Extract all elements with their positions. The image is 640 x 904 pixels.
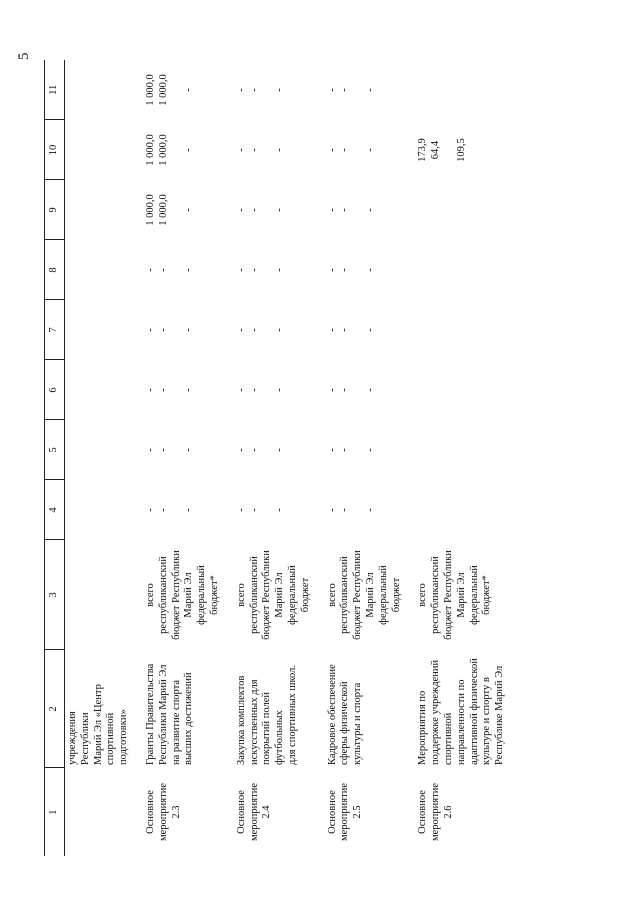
funding-source-cell bbox=[65, 540, 133, 650]
value-line: - bbox=[326, 148, 338, 152]
value-line: - bbox=[235, 448, 247, 452]
value-cell-col-4 bbox=[133, 480, 224, 540]
funding-source-line: бюджет bbox=[299, 577, 311, 613]
page-number: 5 bbox=[16, 52, 32, 60]
funding-source-line: республиканский bbox=[430, 556, 442, 634]
funding-source-line: республиканский bbox=[157, 556, 169, 634]
funding-source-line: республиканский bbox=[248, 556, 260, 634]
activity-label-line: Основное bbox=[417, 790, 429, 834]
value-line: - bbox=[157, 388, 169, 392]
activity-label-line: 2.5 bbox=[352, 805, 364, 819]
value-line: - bbox=[326, 268, 338, 272]
value-line: - bbox=[144, 388, 156, 392]
funding-source-line: Марий Эл bbox=[455, 572, 467, 618]
value-line: - bbox=[235, 388, 247, 392]
value-line: - bbox=[274, 508, 286, 512]
funding-source-cell bbox=[133, 540, 224, 650]
value-line: 1 000,0 bbox=[157, 134, 169, 166]
value-cell-col-4 bbox=[65, 480, 133, 540]
value-line: - bbox=[235, 268, 247, 272]
activity-name-line: на развитие спорта bbox=[170, 679, 182, 765]
value-line: - bbox=[326, 508, 338, 512]
activity-label-cell bbox=[65, 768, 133, 856]
value-line bbox=[417, 423, 430, 477]
value-line bbox=[261, 63, 274, 117]
value-line bbox=[456, 363, 469, 417]
value-line: - bbox=[339, 388, 351, 392]
activity-label-line: мероприятие bbox=[248, 783, 260, 841]
activity-name-line: подготовки» bbox=[118, 709, 130, 765]
activity-label-cell bbox=[224, 768, 315, 856]
activity-name-line: высших достижений bbox=[183, 672, 195, 765]
value-cell-col-6 bbox=[133, 360, 224, 420]
value-line bbox=[171, 423, 184, 477]
activity-name-line: спортивной bbox=[442, 712, 454, 765]
activity-name-line: спортивной bbox=[105, 712, 117, 765]
value-cell-col-5 bbox=[315, 420, 406, 480]
funding-source-line: всего bbox=[417, 583, 429, 607]
funding-source-line: федеральный bbox=[377, 565, 389, 625]
value-line: - bbox=[248, 328, 260, 332]
value-line bbox=[430, 63, 443, 117]
value-line: - bbox=[326, 208, 338, 212]
value-line: - bbox=[274, 208, 286, 212]
value-cell-col-5 bbox=[224, 420, 315, 480]
activity-name-cell bbox=[405, 650, 509, 768]
activity-name-line: покрытий полей bbox=[261, 692, 273, 765]
value-line bbox=[352, 123, 365, 177]
value-line bbox=[417, 483, 430, 537]
table-row bbox=[65, 60, 133, 856]
activity-label-cell bbox=[315, 768, 406, 856]
activity-label-cell bbox=[405, 768, 509, 856]
value-line: - bbox=[235, 208, 247, 212]
value-line: - bbox=[339, 268, 351, 272]
value-line: - bbox=[183, 88, 195, 92]
value-line: - bbox=[339, 508, 351, 512]
activity-label-line: мероприятие bbox=[157, 783, 169, 841]
activity-label-line: 2.3 bbox=[170, 805, 182, 819]
value-line: - bbox=[183, 388, 195, 392]
value-line: - bbox=[274, 328, 286, 332]
value-cell-col-10 bbox=[224, 120, 315, 180]
activity-name-line: культуры и спорта bbox=[352, 682, 364, 765]
funding-source-line: бюджет Республики bbox=[352, 550, 364, 640]
value-line bbox=[443, 63, 456, 117]
value-cell-col-8 bbox=[65, 240, 133, 300]
value-line: - bbox=[364, 268, 376, 272]
column-header-2: 2 bbox=[45, 650, 65, 768]
value-cell-col-6 bbox=[65, 360, 133, 420]
value-line: 1 000,0 bbox=[157, 74, 169, 106]
activity-label-line: 2.6 bbox=[442, 805, 454, 819]
value-line bbox=[261, 123, 274, 177]
column-header-6: 6 bbox=[45, 360, 65, 420]
value-line bbox=[417, 303, 430, 357]
value-line: 1 000,0 bbox=[144, 134, 156, 166]
value-line: 173,9 bbox=[417, 138, 429, 162]
value-line bbox=[443, 183, 456, 237]
activity-name-line: сферы физической bbox=[339, 681, 351, 765]
value-line: - bbox=[274, 388, 286, 392]
value-line bbox=[261, 243, 274, 297]
value-line bbox=[456, 243, 469, 297]
value-line bbox=[456, 303, 469, 357]
funding-source-line: федеральный bbox=[468, 565, 480, 625]
value-cell-col-10 bbox=[405, 120, 509, 180]
activity-label-line: 2.4 bbox=[261, 805, 273, 819]
value-line: - bbox=[235, 148, 247, 152]
value-cell-col-4 bbox=[224, 480, 315, 540]
value-cell-col-6 bbox=[315, 360, 406, 420]
value-line bbox=[417, 63, 430, 117]
value-line bbox=[443, 483, 456, 537]
table-row bbox=[133, 60, 224, 856]
value-line: 1 000,0 bbox=[157, 194, 169, 226]
table-body bbox=[65, 60, 509, 856]
activity-name-line: Республике Марий Эл bbox=[494, 665, 506, 765]
value-line: - bbox=[183, 148, 195, 152]
activity-name-line: Гранты Правительства bbox=[144, 663, 156, 765]
value-line: - bbox=[157, 508, 169, 512]
table-row bbox=[315, 60, 406, 856]
activity-name-line: учреждения bbox=[67, 711, 78, 765]
funding-source-line: всего bbox=[326, 583, 338, 607]
value-line: - bbox=[157, 328, 169, 332]
column-header-9: 9 bbox=[45, 180, 65, 240]
activity-name-line: Мероприятия по bbox=[417, 690, 429, 765]
value-line: 1 000,0 bbox=[144, 74, 156, 106]
value-cell-col-9 bbox=[133, 180, 224, 240]
value-line bbox=[443, 243, 456, 297]
activity-name-line: Кадровое обеспечение bbox=[326, 664, 338, 765]
value-line: - bbox=[248, 88, 260, 92]
value-line bbox=[456, 483, 469, 537]
activity-label-line: мероприятие bbox=[339, 783, 351, 841]
table-row bbox=[405, 60, 509, 856]
funding-source-line: бюджет Республики bbox=[442, 550, 454, 640]
activity-label-line: Основное bbox=[235, 790, 247, 834]
activity-name-line: адаптивной физической bbox=[468, 658, 480, 765]
value-cell-col-7 bbox=[224, 300, 315, 360]
value-line: - bbox=[364, 208, 376, 212]
value-cell-col-9 bbox=[224, 180, 315, 240]
value-line bbox=[443, 123, 456, 177]
activity-name-line: Марий Эл «Центр bbox=[92, 684, 104, 765]
value-line: - bbox=[183, 328, 195, 332]
value-cell-col-9 bbox=[65, 180, 133, 240]
value-cell-col-7 bbox=[65, 300, 133, 360]
funding-source-line: республиканский bbox=[339, 556, 351, 634]
column-header-4: 4 bbox=[45, 480, 65, 540]
funding-source-line: Марий Эл bbox=[274, 572, 286, 618]
value-line: - bbox=[364, 148, 376, 152]
budget-table bbox=[44, 60, 509, 856]
value-cell-col-6 bbox=[405, 360, 509, 420]
funding-source-line: федеральный bbox=[286, 565, 298, 625]
value-cell-col-9 bbox=[405, 180, 509, 240]
value-line bbox=[430, 303, 443, 357]
value-cell-col-8 bbox=[133, 240, 224, 300]
budget-table-wrap bbox=[44, 60, 509, 856]
funding-source-line: бюджет bbox=[390, 577, 402, 613]
value-line: - bbox=[364, 448, 376, 452]
value-cell-col-5 bbox=[405, 420, 509, 480]
funding-source-cell bbox=[315, 540, 406, 650]
value-cell-col-10 bbox=[315, 120, 406, 180]
value-line bbox=[352, 63, 365, 117]
value-line bbox=[456, 423, 469, 477]
value-line: - bbox=[364, 88, 376, 92]
activity-label-cell bbox=[133, 768, 224, 856]
value-line bbox=[171, 303, 184, 357]
value-line: - bbox=[326, 88, 338, 92]
value-line: - bbox=[144, 508, 156, 512]
value-line: - bbox=[339, 208, 351, 212]
value-line: - bbox=[157, 448, 169, 452]
funding-source-line: бюджет Республики bbox=[170, 550, 182, 640]
value-line bbox=[261, 363, 274, 417]
value-line bbox=[171, 243, 184, 297]
value-cell-col-7 bbox=[315, 300, 406, 360]
value-cell-col-5 bbox=[133, 420, 224, 480]
funding-source-line: всего bbox=[235, 583, 247, 607]
value-line bbox=[430, 363, 443, 417]
activity-name-line: культуре и спорту в bbox=[481, 677, 493, 765]
table-row bbox=[224, 60, 315, 856]
value-line bbox=[171, 483, 184, 537]
activity-name-cell bbox=[133, 650, 224, 768]
activity-name-line: направленности по bbox=[455, 679, 467, 765]
value-cell-col-5 bbox=[65, 420, 133, 480]
funding-source-cell bbox=[224, 540, 315, 650]
value-line: - bbox=[364, 328, 376, 332]
value-line bbox=[171, 63, 184, 117]
value-line: - bbox=[157, 268, 169, 272]
activity-name-cell bbox=[224, 650, 315, 768]
value-line bbox=[443, 303, 456, 357]
funding-source-line: бюджет Республики bbox=[261, 550, 273, 640]
column-header-5: 5 bbox=[45, 420, 65, 480]
value-cell-col-8 bbox=[405, 240, 509, 300]
column-header-3: 3 bbox=[45, 540, 65, 650]
value-line: - bbox=[144, 448, 156, 452]
activity-name-line: поддержке учреждений bbox=[430, 659, 442, 765]
value-cell-col-6 bbox=[224, 360, 315, 420]
activity-name-line: Республики bbox=[79, 712, 91, 765]
activity-name-cell bbox=[65, 650, 133, 768]
value-line bbox=[261, 183, 274, 237]
value-line bbox=[352, 303, 365, 357]
activity-name-line: Закупка комплектов bbox=[235, 675, 247, 765]
value-line bbox=[417, 363, 430, 417]
value-line: - bbox=[274, 148, 286, 152]
value-line bbox=[430, 243, 443, 297]
funding-source-line: Марий Эл bbox=[183, 572, 195, 618]
value-cell-col-4 bbox=[405, 480, 509, 540]
value-line bbox=[456, 183, 469, 237]
value-line: - bbox=[274, 268, 286, 272]
value-line: - bbox=[248, 508, 260, 512]
value-line bbox=[352, 363, 365, 417]
activity-name-line: футбольных bbox=[274, 710, 286, 765]
value-cell-col-9 bbox=[315, 180, 406, 240]
value-line bbox=[430, 423, 443, 477]
activity-label-line: мероприятие bbox=[430, 783, 442, 841]
value-line bbox=[417, 183, 430, 237]
funding-source-cell bbox=[405, 540, 509, 650]
funding-source-line: Марий Эл bbox=[364, 572, 376, 618]
value-line: - bbox=[183, 268, 195, 272]
table-header-row bbox=[45, 60, 65, 856]
value-line: - bbox=[183, 508, 195, 512]
value-line: - bbox=[339, 448, 351, 452]
value-line bbox=[352, 243, 365, 297]
value-line: - bbox=[326, 388, 338, 392]
value-line bbox=[456, 63, 469, 117]
activity-name-line: искусственных для bbox=[248, 679, 260, 765]
value-line: - bbox=[183, 448, 195, 452]
value-line: - bbox=[235, 88, 247, 92]
activity-name-line: Республики Марий Эл bbox=[157, 664, 169, 765]
value-line bbox=[352, 423, 365, 477]
funding-source-line: федеральный bbox=[196, 565, 208, 625]
activity-label-line: Основное bbox=[326, 790, 338, 834]
value-cell-col-10 bbox=[133, 120, 224, 180]
value-cell-col-4 bbox=[315, 480, 406, 540]
value-cell-col-11 bbox=[133, 60, 224, 120]
value-line: - bbox=[364, 388, 376, 392]
value-line: - bbox=[364, 508, 376, 512]
value-line: - bbox=[339, 328, 351, 332]
column-header-7: 7 bbox=[45, 300, 65, 360]
value-cell-col-11 bbox=[405, 60, 509, 120]
value-cell-col-11 bbox=[315, 60, 406, 120]
value-line: - bbox=[144, 328, 156, 332]
value-line: - bbox=[339, 88, 351, 92]
value-line: - bbox=[235, 328, 247, 332]
value-line: - bbox=[235, 508, 247, 512]
value-line bbox=[430, 483, 443, 537]
value-line bbox=[430, 183, 443, 237]
column-header-10: 10 bbox=[45, 120, 65, 180]
value-line bbox=[261, 423, 274, 477]
value-line bbox=[171, 123, 184, 177]
value-line: - bbox=[183, 208, 195, 212]
value-line: - bbox=[339, 148, 351, 152]
value-cell-col-7 bbox=[405, 300, 509, 360]
value-line bbox=[443, 423, 456, 477]
value-line bbox=[171, 363, 184, 417]
value-line: - bbox=[274, 88, 286, 92]
column-header-11: 11 bbox=[45, 60, 65, 120]
value-line: - bbox=[248, 148, 260, 152]
value-line: - bbox=[326, 328, 338, 332]
activity-label-line: Основное bbox=[144, 790, 156, 834]
value-line bbox=[171, 183, 184, 237]
column-header-1: 1 bbox=[45, 768, 65, 856]
funding-source-line: бюджет* bbox=[208, 575, 220, 615]
value-line bbox=[352, 483, 365, 537]
value-cell-col-10 bbox=[65, 120, 133, 180]
value-line: - bbox=[274, 448, 286, 452]
funding-source-line: всего bbox=[144, 583, 156, 607]
value-line bbox=[261, 483, 274, 537]
rotated-content bbox=[8, 8, 632, 896]
value-line: 64,4 bbox=[430, 140, 442, 160]
value-line: - bbox=[248, 448, 260, 452]
activity-name-cell bbox=[315, 650, 406, 768]
value-line bbox=[352, 183, 365, 237]
value-line: 1 000,0 bbox=[144, 194, 156, 226]
value-line: 109,5 bbox=[455, 138, 467, 162]
value-line bbox=[443, 363, 456, 417]
value-cell-col-11 bbox=[65, 60, 133, 120]
value-line: - bbox=[248, 388, 260, 392]
value-line bbox=[261, 303, 274, 357]
funding-source-line: бюджет* bbox=[481, 575, 493, 615]
value-cell-col-11 bbox=[224, 60, 315, 120]
value-line: - bbox=[144, 268, 156, 272]
value-cell-col-8 bbox=[315, 240, 406, 300]
column-header-8: 8 bbox=[45, 240, 65, 300]
value-line: - bbox=[248, 268, 260, 272]
value-line: - bbox=[326, 448, 338, 452]
value-cell-col-8 bbox=[224, 240, 315, 300]
value-cell-col-7 bbox=[133, 300, 224, 360]
value-line: - bbox=[248, 208, 260, 212]
value-line bbox=[417, 243, 430, 297]
activity-name-line: для спортивных школ. bbox=[286, 664, 298, 765]
